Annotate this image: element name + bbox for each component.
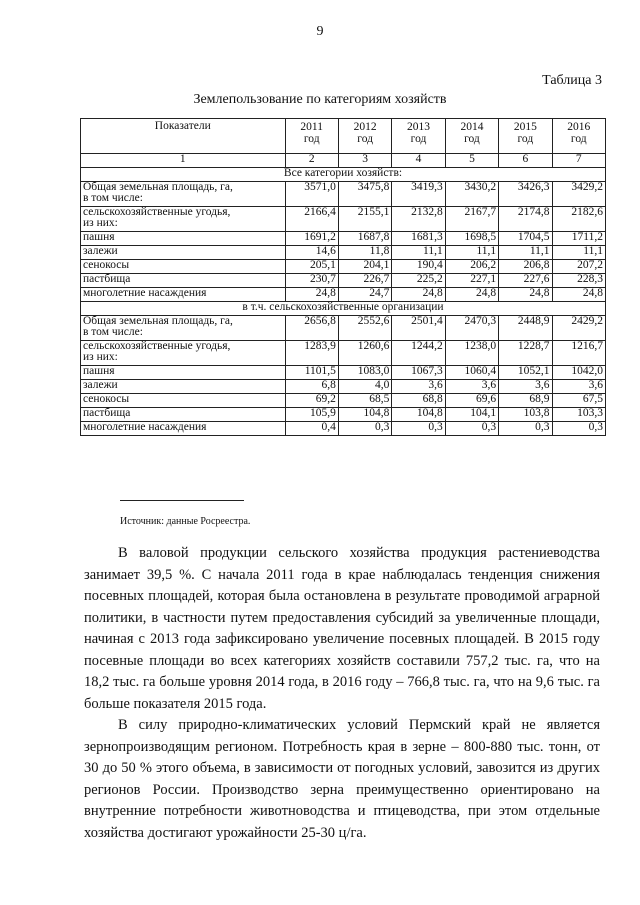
table-cell: 226,7 <box>338 274 391 288</box>
row-label-text: сельскохозяйственные угодья, <box>83 340 231 352</box>
table-cell: 2448,9 <box>499 316 552 341</box>
table-cell: 68,5 <box>338 394 391 408</box>
header-indicator: Показатели <box>81 119 286 154</box>
table-cell: 2501,4 <box>392 316 445 341</box>
table-cell: 3,6 <box>445 380 498 394</box>
row-label-subtext: в том числе: <box>83 326 143 338</box>
table-cell: 230,7 <box>285 274 338 288</box>
table-cell: 24,7 <box>338 288 391 302</box>
table-label: Таблица 3 <box>542 73 602 88</box>
table-cell: 2552,6 <box>338 316 391 341</box>
column-number: 6 <box>499 154 552 168</box>
table-cell: 11,8 <box>338 246 391 260</box>
table-cell: 1244,2 <box>392 341 445 366</box>
table-cell: 206,8 <box>499 260 552 274</box>
table-cell: 3571,0 <box>285 182 338 207</box>
row-label <box>81 341 286 366</box>
row-label-text: Общая земельная площадь, га, <box>83 315 233 327</box>
footnote-divider <box>120 500 244 501</box>
table-cell: 0,3 <box>445 422 498 436</box>
table-cell: 1228,7 <box>499 341 552 366</box>
row-label-text: пастбища <box>83 407 131 419</box>
row-label-text: пашня <box>83 365 115 377</box>
table-cell: 2167,7 <box>445 207 498 232</box>
table-cell: 3430,2 <box>445 182 498 207</box>
table-row <box>81 232 606 246</box>
table-cell: 11,1 <box>499 246 552 260</box>
row-label <box>81 408 286 422</box>
table-cell: 1260,6 <box>338 341 391 366</box>
column-number-row <box>81 154 606 168</box>
header-year: 2016 год <box>552 119 605 154</box>
row-label <box>81 274 286 288</box>
table-cell: 24,8 <box>552 288 605 302</box>
table-row <box>81 274 606 288</box>
table-cell: 104,1 <box>445 408 498 422</box>
header-year: 2013 год <box>392 119 445 154</box>
row-label <box>81 394 286 408</box>
body-text <box>84 543 600 844</box>
row-label-text: многолетние насаждения <box>83 287 207 299</box>
column-number: 2 <box>285 154 338 168</box>
table-cell: 207,2 <box>552 260 605 274</box>
row-label <box>81 380 286 394</box>
table-cell: 1216,7 <box>552 341 605 366</box>
row-label <box>81 246 286 260</box>
table-cell: 24,8 <box>499 288 552 302</box>
row-label-subtext: из них: <box>83 351 118 363</box>
table-cell: 69,2 <box>285 394 338 408</box>
row-label-text: Общая земельная площадь, га, <box>83 181 233 193</box>
row-label-text: залежи <box>83 245 118 257</box>
row-label-subtext: в том числе: <box>83 192 143 204</box>
table-row <box>81 260 606 274</box>
table-cell: 104,8 <box>338 408 391 422</box>
row-label <box>81 288 286 302</box>
table-cell: 1101,5 <box>285 366 338 380</box>
table-cell: 1704,5 <box>499 232 552 246</box>
table-cell: 204,1 <box>338 260 391 274</box>
row-label <box>81 232 286 246</box>
table-cell: 1083,0 <box>338 366 391 380</box>
table-row <box>81 366 606 380</box>
table-cell: 2132,8 <box>392 207 445 232</box>
table-cell: 205,1 <box>285 260 338 274</box>
section-title: Все категории хозяйств: <box>81 168 606 182</box>
table-cell: 2174,8 <box>499 207 552 232</box>
column-number: 5 <box>445 154 498 168</box>
table-cell: 1283,9 <box>285 341 338 366</box>
row-label <box>81 422 286 436</box>
table-cell: 0,4 <box>285 422 338 436</box>
table-row <box>81 246 606 260</box>
table-cell: 3419,3 <box>392 182 445 207</box>
paragraph: В валовой продукции сельского хозяйства продукция растениеводства занимает 39,5 %. С начала 2011 года в крае наблюдалась тенденция снижения посевных площадей, которая была остановлена в результате проводимой аграрной политики, в частности путем предоставления субсидий за увеличенные площади, начиная с 2013 года зафиксировано увеличение посевных площадей. В 2015 году посевные площади во всех категориях хозяйств составили 757,2 тыс. га, что на 18,2 тыс. га больше уровня 2014 года, в 2016 году – 766,8 тыс. га, что на 9,6 тыс. га больше показателя 2015 года. <box>84 545 600 712</box>
table-cell: 2166,4 <box>285 207 338 232</box>
column-number: 1 <box>81 154 286 168</box>
table-cell: 105,9 <box>285 408 338 422</box>
table-cell: 1052,1 <box>499 366 552 380</box>
column-number: 3 <box>338 154 391 168</box>
table-cell: 3,6 <box>392 380 445 394</box>
table-row <box>81 207 606 232</box>
row-label-text: сельскохозяйственные угодья, <box>83 206 231 218</box>
table-cell: 2470,3 <box>445 316 498 341</box>
table-cell: 24,8 <box>285 288 338 302</box>
section-row <box>81 302 606 316</box>
table-cell: 103,3 <box>552 408 605 422</box>
table-cell: 0,3 <box>338 422 391 436</box>
row-label <box>81 366 286 380</box>
row-label <box>81 182 286 207</box>
row-label-text: пастбища <box>83 273 131 285</box>
table-cell: 227,6 <box>499 274 552 288</box>
table-cell: 67,5 <box>552 394 605 408</box>
land-use-table <box>80 118 606 436</box>
column-number: 7 <box>552 154 605 168</box>
row-label <box>81 260 286 274</box>
footnote: Источник: данные Росреестра. <box>120 516 251 527</box>
table-row <box>81 288 606 302</box>
table-cell: 6,8 <box>285 380 338 394</box>
table-title: Землепользование по категориям хозяйств <box>193 92 447 107</box>
table-cell: 3426,3 <box>499 182 552 207</box>
table-cell: 14,6 <box>285 246 338 260</box>
table-cell: 1698,5 <box>445 232 498 246</box>
table-cell: 1238,0 <box>445 341 498 366</box>
section-title: в т.ч. сельскохозяйственные организации <box>81 302 606 316</box>
row-label-text: многолетние насаждения <box>83 421 207 433</box>
table-cell: 3,6 <box>499 380 552 394</box>
table-row <box>81 341 606 366</box>
table-cell: 103,8 <box>499 408 552 422</box>
header-year: 2012 год <box>338 119 391 154</box>
page-number: 9 <box>316 24 324 39</box>
table-cell: 3,6 <box>552 380 605 394</box>
table-cell: 0,3 <box>552 422 605 436</box>
table-cell: 3429,2 <box>552 182 605 207</box>
table-cell: 68,9 <box>499 394 552 408</box>
table-cell: 68,8 <box>392 394 445 408</box>
table-cell: 228,3 <box>552 274 605 288</box>
table-cell: 2429,2 <box>552 316 605 341</box>
table-cell: 1042,0 <box>552 366 605 380</box>
header-year: 2014 год <box>445 119 498 154</box>
table-row <box>81 394 606 408</box>
table-cell: 11,1 <box>445 246 498 260</box>
table-cell: 2182,6 <box>552 207 605 232</box>
row-label <box>81 207 286 232</box>
row-label-subtext: из них: <box>83 217 118 229</box>
row-label <box>81 316 286 341</box>
table-cell: 24,8 <box>392 288 445 302</box>
table-row <box>81 316 606 341</box>
table-cell: 2155,1 <box>338 207 391 232</box>
table-cell: 1691,2 <box>285 232 338 246</box>
section-row <box>81 168 606 182</box>
table-cell: 3475,8 <box>338 182 391 207</box>
table-cell: 1060,4 <box>445 366 498 380</box>
table-cell: 2656,8 <box>285 316 338 341</box>
table-cell: 1687,8 <box>338 232 391 246</box>
table-row <box>81 380 606 394</box>
column-number: 4 <box>392 154 445 168</box>
table-cell: 225,2 <box>392 274 445 288</box>
table-cell: 206,2 <box>445 260 498 274</box>
table-cell: 4,0 <box>338 380 391 394</box>
table-cell: 1067,3 <box>392 366 445 380</box>
header-year: 2011 год <box>285 119 338 154</box>
table-cell: 69,6 <box>445 394 498 408</box>
table-body <box>81 168 606 436</box>
table-cell: 0,3 <box>392 422 445 436</box>
table-cell: 24,8 <box>445 288 498 302</box>
table-cell: 0,3 <box>499 422 552 436</box>
table-cell: 1681,3 <box>392 232 445 246</box>
table-cell: 227,1 <box>445 274 498 288</box>
table-cell: 104,8 <box>392 408 445 422</box>
table-cell: 11,1 <box>552 246 605 260</box>
table-cell: 1711,2 <box>552 232 605 246</box>
table-cell: 190,4 <box>392 260 445 274</box>
table-row <box>81 422 606 436</box>
table-header-row <box>81 119 606 154</box>
row-label-text: пашня <box>83 231 115 243</box>
table-row <box>81 182 606 207</box>
row-label-text: залежи <box>83 379 118 391</box>
paragraph: В силу природно-климатических условий Пермский край не является зернопроизводящим регионом. Потребность края в зерне – 800-880 тыс. тонн, от 30 до 50 % этого объема, в зависимости от погодных условий, завозится из других регионов России. Производство зерна преимущественно ориентировано на внутренние потребности животноводства и птицеводства, при этом отдельные хозяйства достигают урожайности 25-30 ц/га. <box>84 717 600 841</box>
table-row <box>81 408 606 422</box>
header-year: 2015 год <box>499 119 552 154</box>
row-label-text: сенокосы <box>83 393 130 405</box>
row-label-text: сенокосы <box>83 259 130 271</box>
table-cell: 11,1 <box>392 246 445 260</box>
